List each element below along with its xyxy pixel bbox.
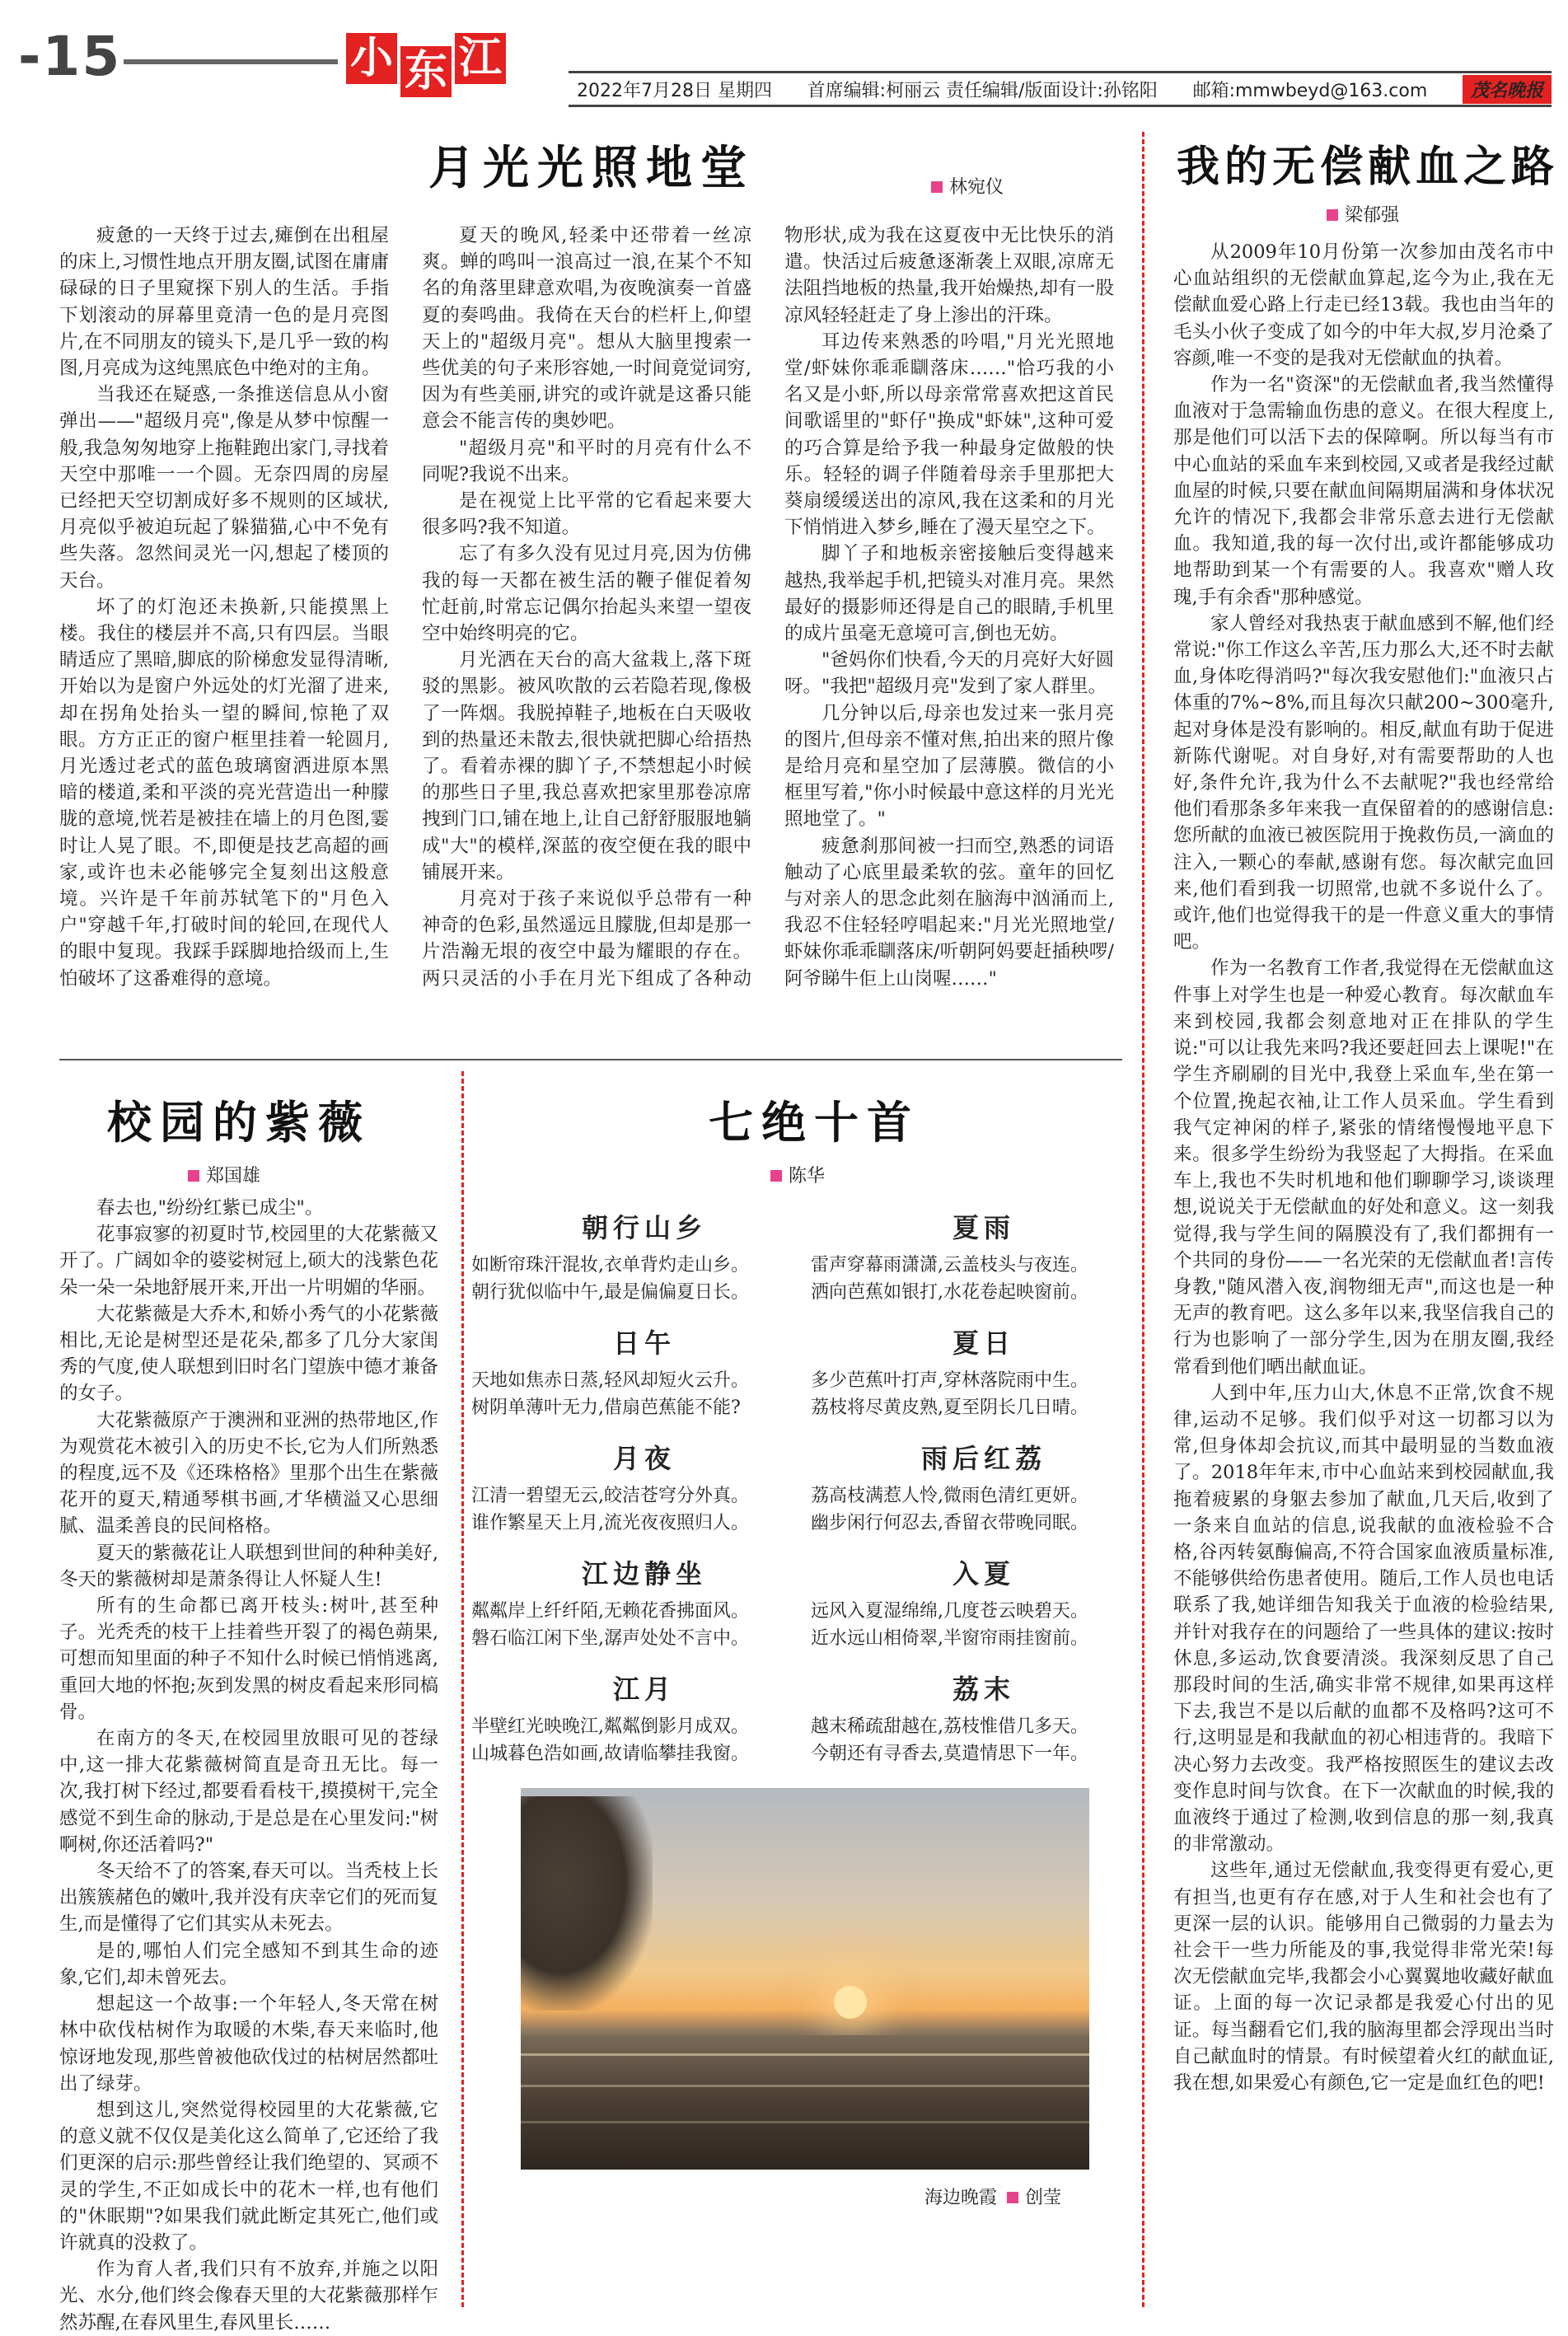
- poem: [471, 1207, 817, 1306]
- byline: 郑国雄: [188, 1162, 260, 1187]
- page-header: [0, 0, 1568, 115]
- photo-sun: [834, 1986, 867, 2019]
- newspaper-logo: 茂名晚报: [1463, 75, 1552, 104]
- paragraph: 是的,哪怕人们完全感知不到其生命的迹象,它们,却未曾死去。: [59, 1940, 438, 1988]
- photo-caption: 海边晚霞 创莹: [924, 2188, 1062, 2208]
- paragraph: "爸妈你们快看,今天的月亮好大好圆呀。"我把"超级月亮"发到了家人群里。: [784, 649, 1115, 698]
- caption-marker-icon: [1007, 2192, 1018, 2203]
- byline: 林宛仪: [931, 173, 1004, 199]
- poem-title: 夏日: [952, 1327, 1015, 1359]
- paragraph: 夏天的紫薇花让人联想到世间的种种美好,冬天的紫薇树却是萧条得让人怀疑人生!: [59, 1542, 438, 1590]
- section-char: 小: [346, 33, 397, 84]
- header-info-bar: [569, 71, 1552, 107]
- paragraph: 作为一名"资深"的无偿献血者,我当然懂得血液对于急需输血伤患的意义。在很大程度上,那是他们可以活下去的保障啊。所以每当有市中心血站的采血车来到校园,又或者是我经过献血屋的时候,只要在献血间隔期届满和身体状况允许的情况下,我都会非常乐意去进行无偿献血。我知道,我的每一次付出,或许都能够成功地帮助到某一个有需要的人。我喜欢"赠人玫瑰,手有余香"那种感觉。: [1173, 374, 1554, 608]
- paragraph: 大花紫薇是大乔木,和娇小秀气的小花紫薇相比,无论是树型还是花朵,都多了几分大家闺秀的气度,使人联想到旧时名门望族中德才兼备的女子。: [59, 1303, 438, 1405]
- photo-sea: [521, 2035, 1089, 2170]
- byline: 梁郁强: [1327, 201, 1399, 227]
- paragraph: 坏了的灯泡还未换新,只能摸黑上楼。我住的楼层并不高,只有四层。当眼睛适应了黑暗,脚底的阶梯愈发显得清晰,开始以为是窗户外远处的灯光溜了进来,却在拐角处抬头一望的瞬间,惊艳了双眼。方方正正的窗户框里挂着一轮圆月,月光透过老式的蓝色玻璃窗洒进原本黑暗的楼道,柔和平淡的亮光营造出一种朦胧的意境,恍若是被挂在墙上的月色图,霎时让人晃了眼。不,即便是技艺高超的画家,或许也未必能够完全复刻出这般意境。兴许是千年前苏轼笔下的"月色入户"穿越千年,打破时间的轮回,在现代人的眼中复现。我踩手踩脚地拾级而上,生怕破坏了这番难得的意境。: [59, 596, 389, 990]
- paragraph: 耳边传来熟悉的吟唱,"月光光照地堂/虾妹你乖乖瞓落床……"恰巧我的小名又是小虾,所以母亲常常喜欢把这首民间歌谣里的"虾仔"换成"虾妹",这种可爱的巧合算是给予我一种最身定做般的快乐。轻轻的调子伴随着母亲手里那把大葵扇缓缓送出的凉风,我在这柔和的月光下悄悄进入梦乡,睡在了漫天星空之下。: [784, 330, 1114, 539]
- poem-line: 半壁红光映晚江,粼粼倒影月成双。: [471, 1716, 749, 1737]
- poem-title: 日午: [612, 1327, 676, 1359]
- paragraph: 是在视觉上比平常的它看起来要大很多吗?我不知道。: [422, 490, 751, 539]
- poem-line: 多少芭蕉叶打声,穿林落院雨中生。: [811, 1370, 1088, 1391]
- paragraph: 月亮对于孩子来说似乎总带有一种神奇的色彩,虽然遥远且朦胧,但却是那一片浩瀚无垠的夜空中最为耀眼的存在。两只灵活的小手在月光下组成了各种动物形状,成为我在这夏夜中无比快乐的消遣。快活过后疲惫逐渐袭上双眼,凉席无法阻挡地板的热量,我开始燥热,却有一股凉风轻轻赶走了身上渗出的汗珠。: [422, 225, 1114, 990]
- poem-line: 雷声穿幕雨潇潇,云盖枝头与夜连。: [811, 1255, 1088, 1276]
- paragraph: 所有的生命都已离开枝头:树叶,甚至种子。光秃秃的枝干上挂着些开裂了的褐色蒴果,可想而知里面的种子不知什么时候已悄悄逃离,重回大地的怀抱;灰到发黑的树皮看起来形同槁骨。: [59, 1595, 438, 1723]
- paragraph: 家人曾经对我热衷于献血感到不解,他们经常说:"你工作这么辛苦,压力那么大,还不时去献血,身体吃得消吗?"每次我安慰他们:"血液只占体重的7%~8%,而且每次只献200~300毫升,起对身体是没有影响的。相反,献血有助于促进新陈代谢呢。对自身好,对有需要帮助的人也好,条件允许,我为什么不去献呢?"我也经常给他们看那条多年来我一直保留着的的感谢信息:您所献的血液已被医院用于挽救伤员,一滴血的注入,一颗心的奉献,感谢有您。每次献完血回来,他们看到我一切照常,也就不多说什么了。或许,他们也觉得我干的是一件意义重大的事情吧。: [1173, 612, 1554, 953]
- poem-line: 江清一碧望无云,皎洁苍穹分外真。: [471, 1486, 749, 1506]
- editors: 首席编辑:柯丽云 责任编辑/版面设计:孙铭阳: [807, 80, 1158, 101]
- photo-wave: [521, 2053, 1089, 2056]
- section-divider: [59, 1059, 1122, 1060]
- poem-line: 树阴单薄叶无力,借扇芭蕉能不能?: [471, 1397, 741, 1418]
- byline-marker-icon: [188, 1170, 199, 1182]
- paragraph: 夏天的晚风,轻柔中还带着一丝凉爽。蝉的鸣叫一浪高过一浪,在某个不知名的角落里肆意欢唱,为夜晚演奏一首盛夏的奏鸣曲。我倚在天台的栏杆上,仰望天上的"超级月亮"。想从大脑里搜索一些优美的句子来形容她,一时间竟觉词穷,因为有些美丽,讲究的或许就是这番只能意会不能言传的奥妙吧。: [422, 225, 751, 433]
- poem-line: 粼粼岸上纤纤陌,无赖花香拂面风。: [471, 1601, 749, 1622]
- paragraph: 大花紫薇原产于澳洲和亚洲的热带地区,作为观赏花木被引入的历史不长,它为人们所熟悉的程度,远不及《还珠格格》里那个出生在紫薇花开的夏天,精通琴棋书画,才华横溢又心思细腻、温柔善良的民间格格。: [59, 1409, 438, 1538]
- poem: [471, 1438, 817, 1537]
- paragraph: 从2009年10月份第一次参加由茂名市中心血站组织的无偿献血算起,迄今为止,我在无偿献血爱心路上行走已经13载。我也由当年的毛头小伙子变成了如今的中年大叔,岁月沧桑了容颜,唯一不变的是我对无偿献血的执着。: [1173, 241, 1554, 369]
- poem: [811, 1669, 1157, 1767]
- poem: [471, 1553, 817, 1652]
- article-title: 我的无偿献血之路: [1177, 142, 1560, 192]
- byline-marker-icon: [931, 181, 943, 193]
- paragraph: 花事寂寥的初夏时节,校园里的大花紫薇又开了。广阔如伞的婆娑树冠上,硕大的浅紫色花朵一朵一朵地舒展开来,开出一片明媚的华丽。: [59, 1224, 438, 1299]
- sunset-photo: [521, 1788, 1089, 2170]
- article-title: 七绝十首: [709, 1096, 920, 1149]
- poem-title: 江边静坐: [581, 1558, 707, 1589]
- poem: [811, 1553, 1157, 1652]
- section-name: [346, 33, 509, 97]
- paragraph: 几分钟以后,母亲也发过来一张月亮的图片,但母亲不懂对焦,拍出来的照片像是给月亮和星空加了层薄膜。微信的小框里写着,"你小时候最中意这样的月光光照地堂了。": [784, 702, 1115, 831]
- poem-line: 洒向芭蕉如银打,水花卷起映窗前。: [811, 1282, 1088, 1303]
- article-body: [59, 222, 1114, 1038]
- poem-title: 江月: [612, 1674, 676, 1705]
- byline: 陈华: [770, 1162, 825, 1187]
- poem-line: 荔枝将尽黄皮熟,夏至阴长几日晴。: [811, 1397, 1088, 1418]
- poem-line: 远风入夏湿绵绵,几度苍云映碧天。: [811, 1601, 1088, 1622]
- byline-marker-icon: [1327, 209, 1338, 221]
- column-divider: [461, 1071, 464, 2307]
- poem-line: 荔高枝满惹人怜,微雨色清红更妍。: [811, 1486, 1088, 1506]
- paragraph: 疲惫的一天终于过去,瘫倒在出租屋的床上,习惯性地点开朋友圈,试图在庸庸碌碌的日子里窥探下别人的生活。手指下划滚动的屏幕里竟清一色的是月亮图片,在不同朋友的镜头下,是几乎一致的构图,月亮成为这纯黑底色中绝对的主角。: [59, 225, 389, 380]
- poem-title: 雨后红荔: [920, 1443, 1046, 1474]
- poem: [471, 1669, 817, 1767]
- paragraph: 想起这一个故事:一个年轻人,冬天常在树林中砍伐枯树作为取暖的木柴,春天来临时,他惊讶地发现,那些曾被他砍伐过的枯树居然都吐出了绿芽。: [59, 1993, 438, 2095]
- paragraph: 在南方的冬天,在校园里放眼可见的苍绿中,这一排大花紫薇树简直是奇丑无比。每一次,我打树下经过,都要看看枝干,摸摸树干,完全感觉不到生命的脉动,于是总是在心里发问:"树啊树,你还活着吗?": [59, 1728, 438, 1856]
- page-number: -15: [18, 25, 122, 88]
- article-title: 月光光照地堂: [428, 141, 755, 195]
- poem-line: 今朝还有寻香去,莫遣情思下一年。: [811, 1744, 1088, 1764]
- poem-line: 越末稀疏甜越在,荔枝惟借几多天。: [811, 1716, 1088, 1737]
- poem-line: 天地如焦赤日蒸,轻风却短火云升。: [471, 1370, 749, 1391]
- paragraph: 人到中年,压力山大,休息不正常,饮食不规律,运动不足够。我们似乎对这一切都习以为常,但身体却会抗议,而其中最明显的当数血液了。2018年年末,市中心血站来到校园献血,我拖着疲累的身躯去参加了献血,几天后,收到了一条来自血站的信息,说我献的血液检验不合格,谷丙转氨酶偏高,不符合国家血液质量标准,不能够供给伤患者使用。随后,工作人员也电话联系了我,她详细告知我关于血液的检验结果,并针对我存在的问题给了一些具体的建议:按时休息,多运动,饮食要清淡。我深刻反思了自己那段时间的生活,确实非常不规律,如果再这样下去,我岂不是以后献的血都不及格吗?这可不行,这明显是和我献血的初心相违背的。我暗下决心努力去改变。我严格按照医生的建议去改变作息时间与饮食。在下一次献血的时候,我的血液终于通过了检测,收到信息的那一刻,我真的非常激动。: [1173, 1382, 1554, 1856]
- article-body: [1173, 239, 1554, 2282]
- paragraph: 月光洒在天台的高大盆栽上,落下斑驳的黑影。被风吹散的云若隐若现,像极了一阵烟。我脱掉鞋子,地板在白天吸收到的热量还未散去,很快就把脚心给捂热了。看着赤裸的脚丫子,不禁想起小时候的那些日子里,我总喜欢把家里那卷凉席拽到门口,铺在地上,让自己舒舒服服地躺成"大"的模样,深蓝的夜空便在我的眼中铺展开来。: [422, 649, 751, 883]
- poem-title: 入夏: [952, 1558, 1015, 1589]
- paragraph: 作为育人者,我们只有不放弃,并施之以阳光、水分,他们终会像春天里的大花紫薇那样乍然苏醒,在春风里生,春风里长……: [59, 2259, 438, 2334]
- paragraph: 脚丫子和地板亲密接触后变得越来越热,我举起手机,把镜头对准月亮。果然最好的摄影师还得是自己的眼睛,手机里的成片虽毫无意境可言,倒也无妨。: [784, 543, 1114, 645]
- email: 邮箱:mmwbeyd@163.com: [1192, 80, 1428, 101]
- poem-title: 荔末: [952, 1674, 1015, 1705]
- section-char: 江: [455, 33, 506, 84]
- poem-line: 磐石临江闲下坐,潺声处处不言中。: [471, 1628, 749, 1649]
- paragraph: 冬天给不了的答案,春天可以。当秃枝上长出簇簇赭色的嫩叶,我并没有庆幸它们的死而复生,而是懂得了它们其实从未死去。: [59, 1861, 438, 1936]
- photo-wave: [521, 2085, 1089, 2087]
- paragraph: 这些年,通过无偿献血,我变得更有爱心,更有担当,也更有存在感,对于人生和社会也有了更深一层的认识。能够用自己微弱的力量去为社会干一些力所能及的事,我觉得非常光荣!每次无偿献血完毕,我都会小心翼翼地收藏好献血证。上面的每一次记录都是我爱心付出的见证。每当翻看它们,我的脑海里都会浮现出当时自己献血时的情景。有时候望着火红的献血证,我在想,如果爱心有颜色,它一定是血红色的吧!: [1173, 1860, 1554, 2095]
- paragraph: "超级月亮"和平时的月亮有什么不同呢?我说不出来。: [422, 437, 751, 485]
- article-title: 校园的紫薇: [107, 1096, 371, 1149]
- poem-line: 如断帘珠汗混妆,衣单背灼走山乡。: [471, 1255, 749, 1276]
- paragraph: 当我还在疑惑,一条推送信息从小窗弹出——"超级月亮",像是从梦中惊醒一般,我急匆匆地穿上拖鞋跑出家门,寻找着天空中那唯一一个圆。无奈四周的房屋已经把天空切割成好多不规则的区域状,月亮似乎被迫玩起了躲猫猫,心中不免有些失落。忽然间灵光一闪,想起了楼顶的天台。: [59, 384, 389, 592]
- paragraph: 春去也,"纷纷红紫已成尘"。: [96, 1197, 324, 1219]
- paragraph: 忘了有多久没有见过月亮,因为仿佛我的每一天都在被生活的鞭子催促着匆忙赶前,时常忘记偶尔抬起头来望一望夜空中始终明亮的它。: [422, 543, 751, 645]
- poem-line: 山城暮色浩如画,故请临攀挂我窗。: [471, 1744, 749, 1764]
- poem: [811, 1438, 1157, 1537]
- poem-line: 幽步闲行何忍去,香留衣带晚同眠。: [811, 1513, 1088, 1533]
- paragraph: 想到这儿,突然觉得校园里的大花紫薇,它的意义就不仅仅是美化这么简单了,它还给了我们更深的启示:那些曾经让我们绝望的、冥顽不灵的学生,不正如成长中的花木一样,也有他们的"休眠期"?如果我们就此断定其死亡,他们或许就真的没救了。: [59, 2099, 438, 2254]
- paragraph: 作为一名教育工作者,我觉得在无偿献血这件事上对学生也是一种爱心教育。每次献血车来到校园,我都会刻意地对正在排队的学生说:"可以让我先来吗?我还要赶回去上课呢!"在学生齐刷刷的目光中,我登上采血车,坐在第一个位置,挽起衣袖,让工作人员采血。学生看到我气定神闲的样子,紧张的情绪慢慢地平息下来。很多学生纷纷为我竖起了大拇指。在采血车上,我也不失时机地和他们聊聊学习,谈谈理想,说说关于无偿献血的好处和意义。这一刻我觉得,我与学生间的隔膜没有了,我们都拥有一个共同的身份——一名光荣的无偿献血者!言传身教,"随风潜入夜,润物细无声",而这也是一种无声的教育吧。这么多年以来,我坚信我自己的行为也影响了一部分学生,因为在朋友圈,我经常看到他们晒出献血证。: [1173, 957, 1554, 1378]
- article-body: [59, 1195, 438, 2334]
- poem-title: 月夜: [612, 1443, 676, 1474]
- poem: [811, 1322, 1157, 1421]
- poem-title: 夏雨: [952, 1212, 1015, 1243]
- paragraph: 疲惫刹那间被一扫而空,熟悉的词语触动了心底里最柔软的弦。童年的回忆与对亲人的思念此刻在脑海中汹涌而上,我忍不住轻轻哼唱起来:"月光光照地堂/虾妹你乖乖瞓落床/听朝阿妈要赶插秧啰/阿爷睇牛佢上山岗喔……": [784, 835, 1114, 990]
- poem-line: 谁作繁星天上月,流光夜夜照归人。: [471, 1513, 749, 1533]
- section-char: 东: [400, 46, 452, 97]
- poem: [811, 1207, 1157, 1306]
- byline-marker-icon: [770, 1170, 782, 1182]
- photo-tree: [521, 1796, 653, 2011]
- issue-date: 2022年7月28日 星期四: [577, 80, 772, 101]
- poem: [471, 1322, 817, 1421]
- photo-wave: [521, 2121, 1089, 2123]
- poem-title: 朝行山乡: [581, 1212, 707, 1243]
- poem-line: 近水远山相倚翠,半窗帘雨挂窗前。: [811, 1628, 1088, 1649]
- header-rule: [124, 59, 338, 64]
- poem-line: 朝行犹似临中午,最是偏偏夏日长。: [471, 1282, 749, 1303]
